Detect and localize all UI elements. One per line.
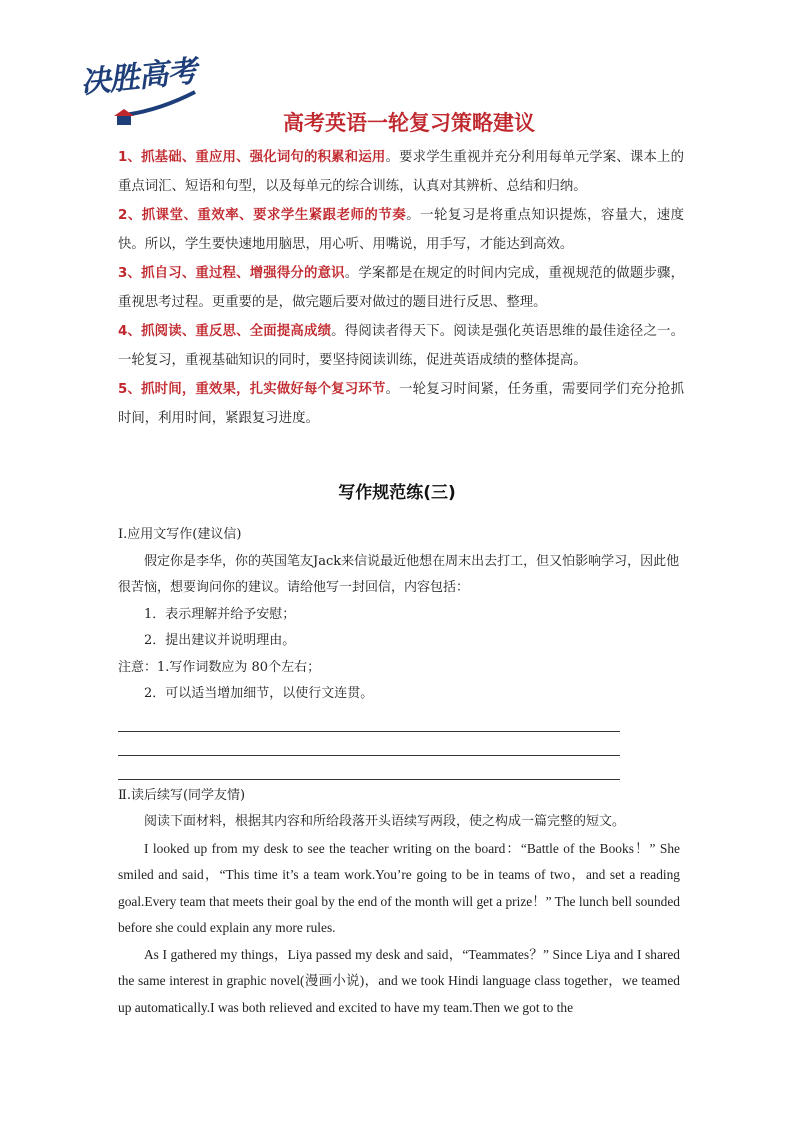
- answer-line[interactable]: [118, 732, 620, 756]
- strategy-item: 1、抓基础、重应用、强化词句的积累和运用。要求学生重视并充分利用每单元学案、课本上的重点词汇、短语和句型，以及每单元的综合训练，认真对其辨析、总结和归纳。: [118, 150, 684, 194]
- strategy-item: 5、抓时间，重效果，扎实做好每个复习环节。一轮复习时间紧，任务重，需要同学们充分抢抓时间，利用时间，紧跟复习进度。: [118, 382, 684, 426]
- part1-item: 1．表示理解并给予安慰；: [144, 606, 296, 622]
- answer-line[interactable]: [118, 756, 620, 780]
- exercise-body: [118, 522, 680, 1021]
- part2-heading: Ⅱ.读后续写(同学友情): [118, 787, 246, 803]
- logo-text: 决胜高考: [78, 54, 198, 101]
- part1-item: 2．提出建议并说明理由。: [144, 633, 296, 648]
- section-title: 写作规范练(三): [338, 483, 456, 503]
- strategy-item: 2、抓课堂、重效率、要求学生紧跟老师的节奏。一轮复习是将重点知识提炼，容量大，速度快。所以，学生要快速地用脑思，用心听、用嘴说，用手写，才能达到高效。: [118, 208, 684, 252]
- part1-prompt: 假定你是李华，你的英国笔友Jack来信说最近他想在周末出去打工，但又怕影响学习，因此他很苦恼，想要询问你的建议。请给他写一封回信，内容包括：: [118, 553, 680, 595]
- page-title: 高考英语一轮复习策略建议: [283, 111, 535, 135]
- strategy-item: 3、抓自习、重过程、增强得分的意识。学案都是在规定的时间内完成，重视规范的做题步骤，重视思考过程。更重要的是，做完题后要对做过的题目进行反思、整理。: [118, 266, 684, 310]
- answer-line[interactable]: [118, 708, 620, 732]
- part2-paragraph: I looked up from my desk to see the teacher writing on the board：“Battle of the Books！” She smiled and said，“This time it’s a team work.You’re going to be in teams of two，and set a reading goal.Every team that meets their goal by the end of the month will get a prize！” The lunch bell sounded before she could explain any more rules.: [118, 840, 680, 935]
- part2-paragraph: As I gathered my things，Liya passed my desk and said，“Teammates？” Since Liya and I shared the same interest in graphic novel(漫画小说)，and we took Hindi language class together，we teamed up automatically.I was both relieved and excited to have my team.Then we got to the: [118, 946, 680, 1015]
- strategy-list: [118, 143, 684, 433]
- part1-note: 注意：1.写作词数应为 80个左右；: [118, 659, 321, 675]
- part2-prompt: 阅读下面材料，根据其内容和所给段落开头语续写两段，使之构成一篇完整的短文。: [144, 814, 626, 829]
- part1-heading: Ⅰ.应用文写作(建议信): [118, 527, 242, 542]
- strategy-item: 4、抓阅读、重反思、全面提高成绩。得阅读者得天下。阅读是强化英语思维的最佳途径之一。一轮复习，重视基础知识的同时，要坚持阅读训练，促进英语成绩的整体提高。: [118, 324, 684, 368]
- part1-note: 2．可以适当增加细节，以使行文连贯。: [144, 686, 374, 701]
